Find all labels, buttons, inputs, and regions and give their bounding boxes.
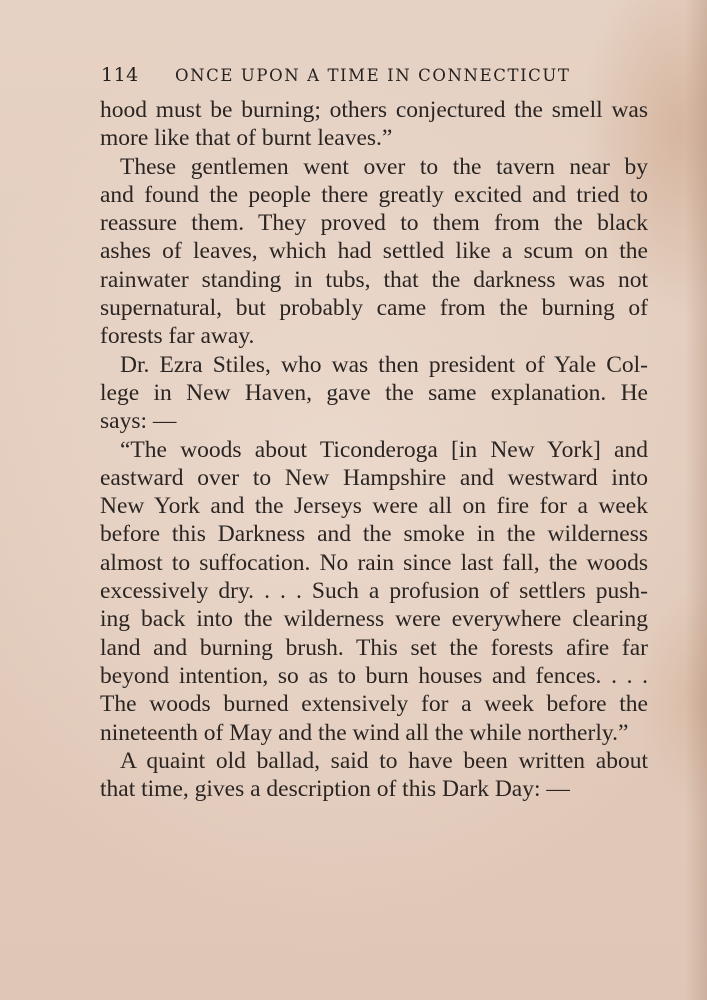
paragraph-continued [100,96,648,153]
text-line: forests far away. [100,323,255,350]
page-number: 114 [101,64,139,86]
text-line: almost to suffocation. No rain since last fall, the woods [100,549,648,576]
text-line: excessively dry. . . . Such a profusion of settlers push- [100,578,648,605]
text-line: ashes of leaves, which had settled like a scum on the [100,238,648,265]
paragraph-quotation [100,436,648,747]
text-line: before this Darkness and the smoke in the wilderness [100,521,648,548]
text-line: rainwater standing in tubs, that the darkness was not [100,266,648,293]
text-line: A quaint old ballad, said to have been written about [120,747,648,774]
running-head: ONCE UPON A TIME IN CONNECTICUT [175,66,571,85]
text-line: nineteenth of May and the wind all the while northerly.” [100,719,629,746]
text-line: land and burning brush. This set the forests afire far [100,634,648,661]
body-text [100,96,648,803]
text-line: and found the people there greatly excited and tried to [100,181,648,208]
paragraph-gentlemen [100,153,648,351]
text-line: more like that of burnt leaves.” [100,125,393,152]
text-line: lege in New Haven, gave the same explanation. He [100,379,648,406]
text-line: eastward over to New Hampshire and westward into [100,464,648,491]
text-line: “The woods about Ticonderoga [in New York] and [120,436,648,463]
page-header [101,64,646,90]
text-line: Dr. Ezra Stiles, who was then president of Yale Col- [120,351,648,378]
text-line: ing back into the wilderness were everywhere clearing [100,606,648,633]
text-line: beyond intention, so as to burn houses and fences. . . . [100,662,648,689]
text-line: that time, gives a description of this Dark Day: — [100,776,570,803]
text-line: hood must be burning; others conjectured the smell was [100,97,648,123]
text-line: reassure them. They proved to them from the black [100,210,648,237]
text-line: The woods burned extensively for a week before the [100,691,648,718]
text-line: These gentlemen went over to the tavern near by [120,153,648,180]
paragraph-ballad [100,747,648,804]
text-line: New York and the Jerseys were all on fire for a week [100,493,648,520]
paragraph-stiles [100,351,648,436]
text-line: says: — [100,408,177,435]
text-line: supernatural, but probably came from the burning of [100,295,648,322]
